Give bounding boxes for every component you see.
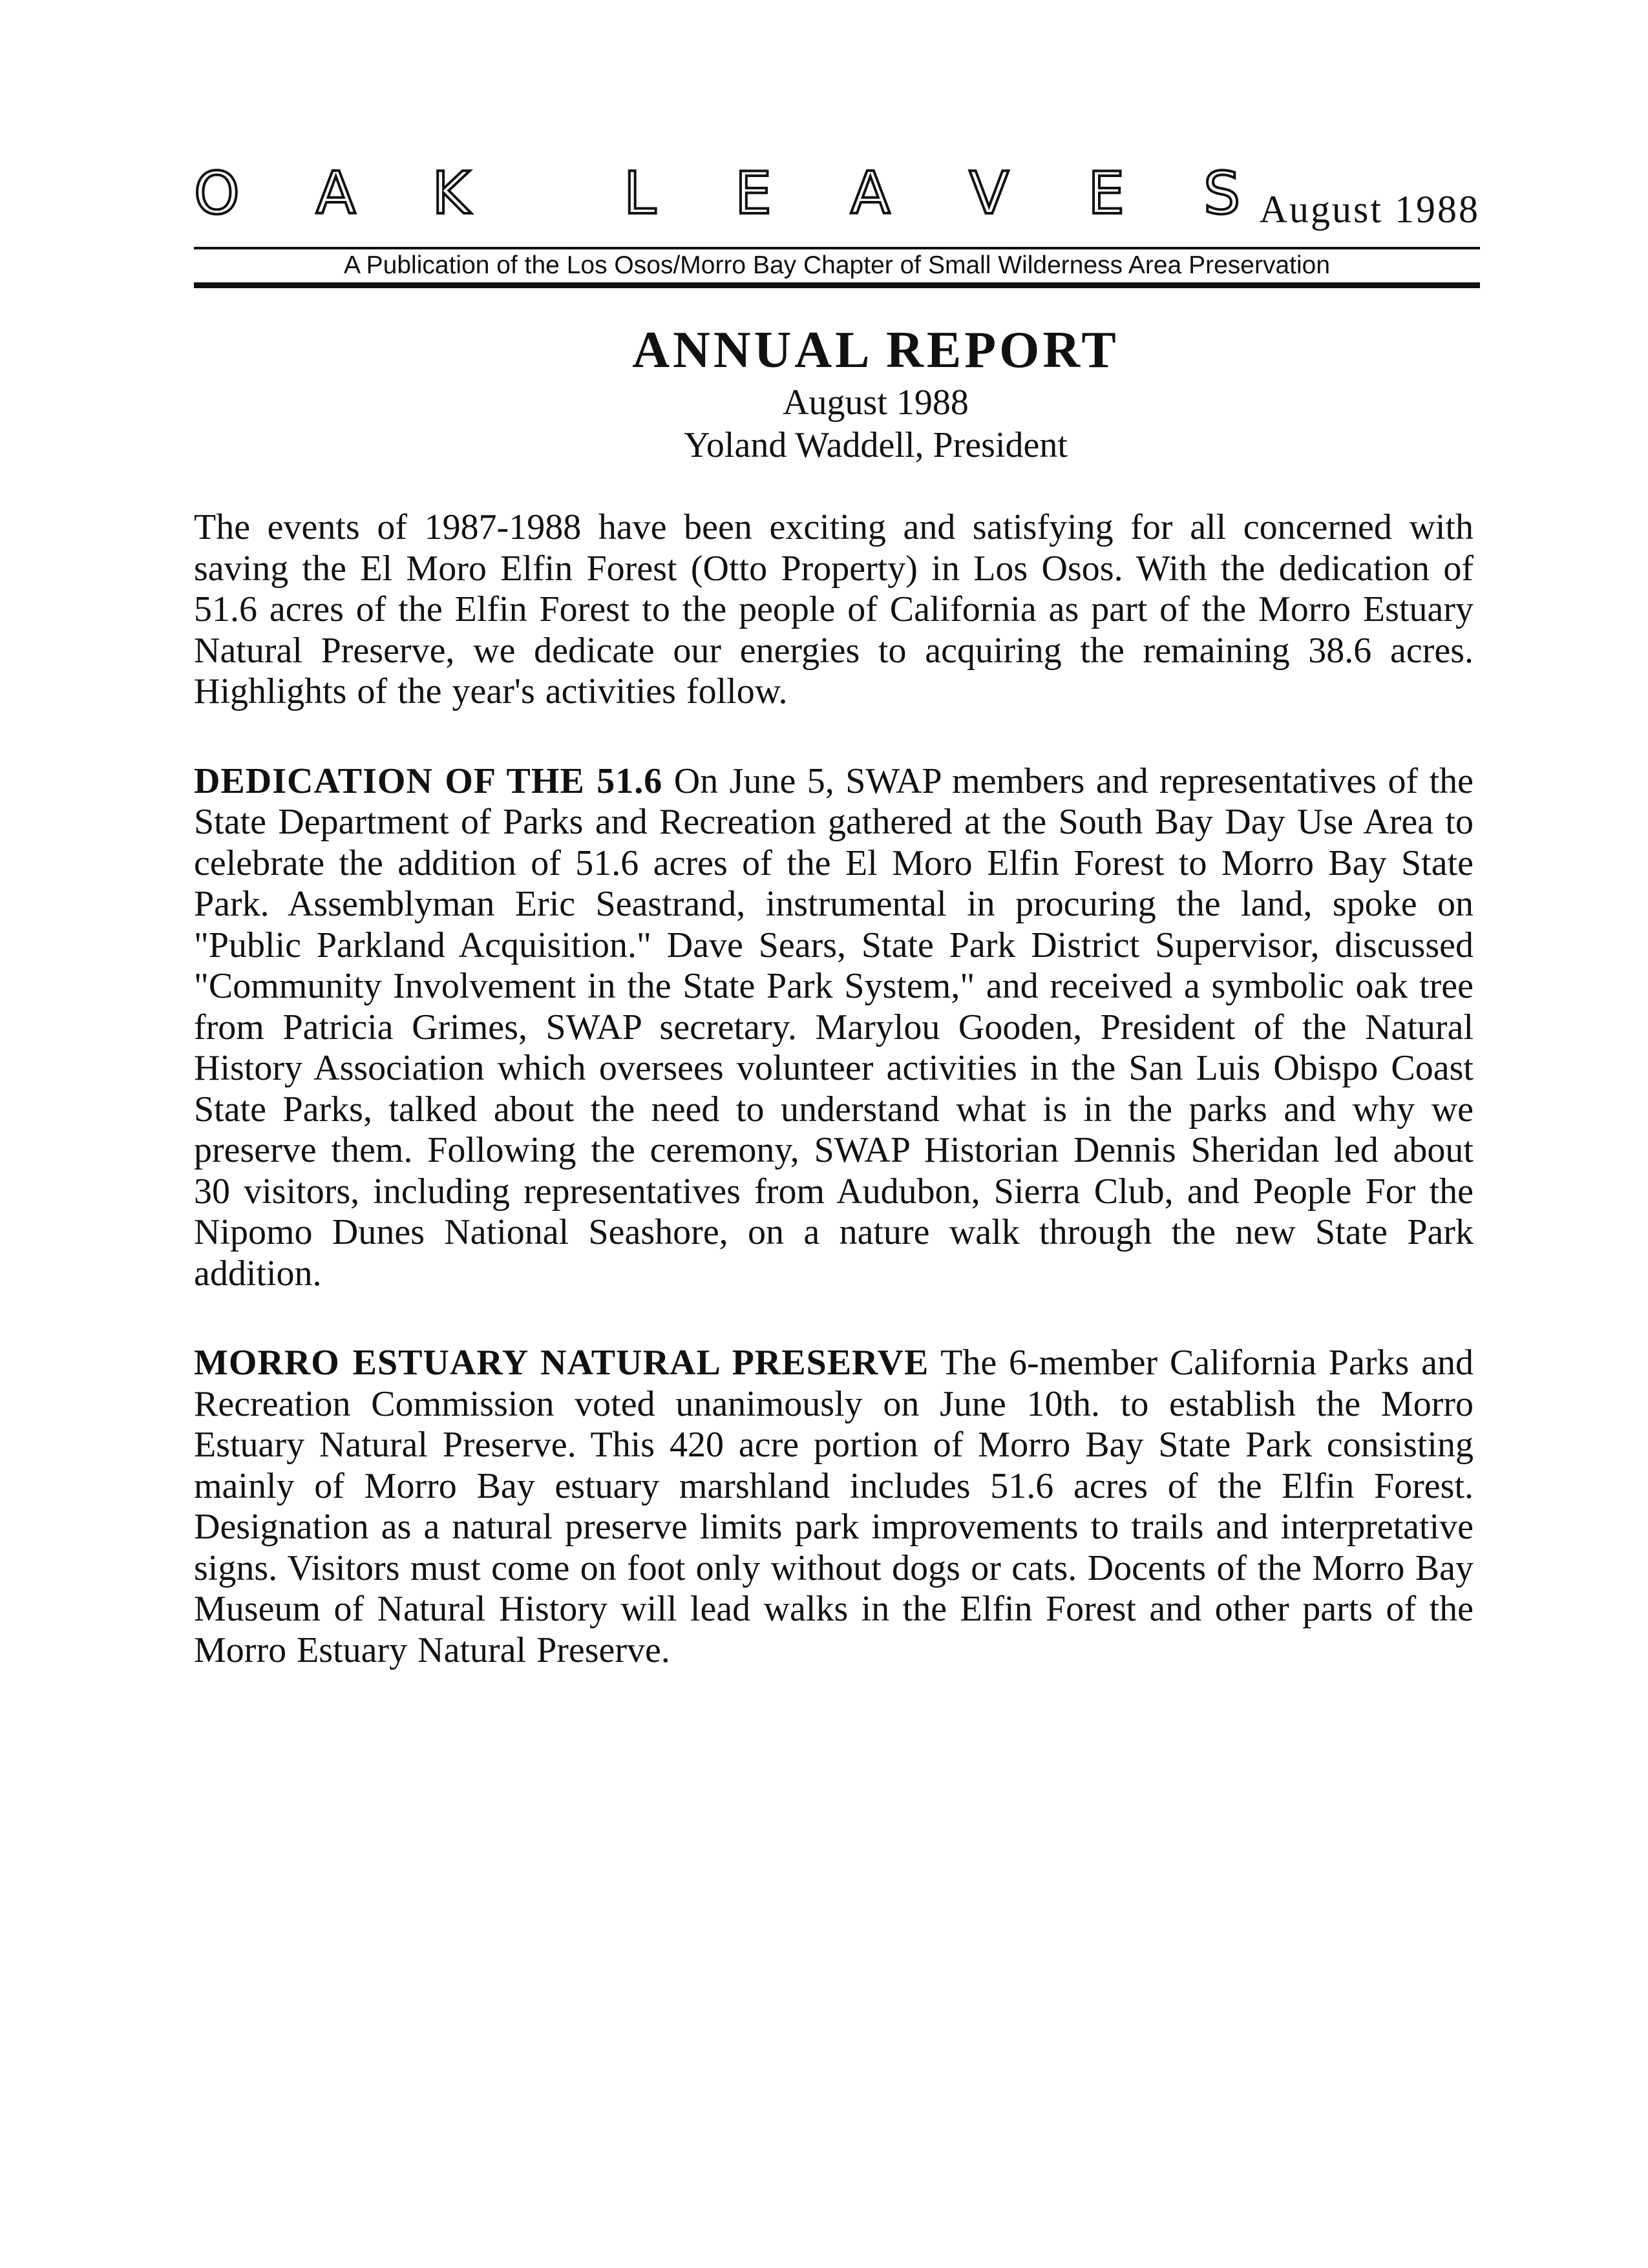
section-heading: DEDICATION OF THE 51.6 (194, 761, 663, 801)
masthead-letter: V (969, 160, 1009, 227)
masthead-letter: K (432, 160, 470, 227)
masthead-letter: E (735, 160, 772, 227)
paragraph-text: The events of 1987-1988 have been exciting and satisfying for all concerned with saving the El Moro Elfin Forest (Otto Property) in Los Osos. With the dedication of 51.6 acres of the Elfin Forest to the people of California as part of the Morro Estuary Natural Preserve, we dedicate our energies to acquiring the remaining 38.6 acres. Highlights of the year's activities follow. (194, 507, 1474, 711)
report-title: ANNUAL REPORT (632, 322, 1119, 379)
masthead-letter: S (1203, 160, 1241, 227)
masthead-word-leaves (624, 162, 1319, 233)
masthead-letter: A (315, 160, 356, 227)
section-heading: MORRO ESTUARY NATURAL PRESERVE (194, 1343, 929, 1383)
masthead-date: August 1988 (1259, 188, 1480, 231)
masthead-letter: A (850, 160, 891, 227)
masthead-subtitle: A Publication of the Los Osos/Morro Bay Chapter of Small Wilderness Area Preservation (343, 251, 1331, 279)
paragraph-text: The 6-member California Parks and Recreation Commission voted unanimously on June 10th. to establish the Morro Estuary Natural Preserve. This 420 acre portion of Morro Bay State Park consisting mainly of Morro Bay estuary marshland includes 51.6 acres of the Elfin Forest. Designation as a natural preserve limits park improvements to trails and interpretative signs. Visitors must come on foot only without dogs or cats. Docents of the Morro Bay Museum of Natural History will lead walks in the Elfin Forest and other parts of the Morro Estuary Natural Preserve. (194, 1343, 1474, 1670)
masthead-letter: L (624, 160, 657, 227)
paragraph-text: On June 5, SWAP members and representatives of the State Department of Parks and Recreation gathered at the South Bay Day Use Area to celebrate the addition of 51.6 acres of the El Moro Elfin Forest to Morro Bay State Park. Assemblyman Eric Seastrand, instrumental in procuring the land, spoke on "Public Parkland Acquisition." Dave Sears, State Park District Supervisor, discussed "Community Involvement in the State Park System," and received a symbolic oak tree from Patricia Grimes, SWAP secretary. Marylou Gooden, President of the Natural History Association which oversees volunteer activities in the San Luis Obispo Coast State Parks, talked about the need to understand what is in the parks and why we preserve them. Following the ceremony, SWAP Historian Dennis Sheridan led about 30 visitors, including representatives from Audubon, Sierra Club, and People For the Nipomo Dunes National Seashore, on a nature walk through the new State Park addition. (194, 761, 1474, 1294)
article-body (194, 507, 1474, 1719)
paragraph-dedication (194, 761, 1474, 1295)
paragraph-preserve (194, 1343, 1474, 1671)
report-heading (194, 320, 1480, 467)
masthead-rule-bottom (194, 282, 1480, 288)
report-author: Yoland Waddell, President (684, 425, 1068, 465)
masthead-letter: E (1088, 160, 1125, 227)
paragraph-intro (194, 507, 1474, 713)
masthead (194, 162, 1480, 239)
masthead-word-oak (194, 162, 546, 233)
masthead-letter: O (194, 160, 240, 227)
report-date: August 1988 (783, 383, 969, 423)
